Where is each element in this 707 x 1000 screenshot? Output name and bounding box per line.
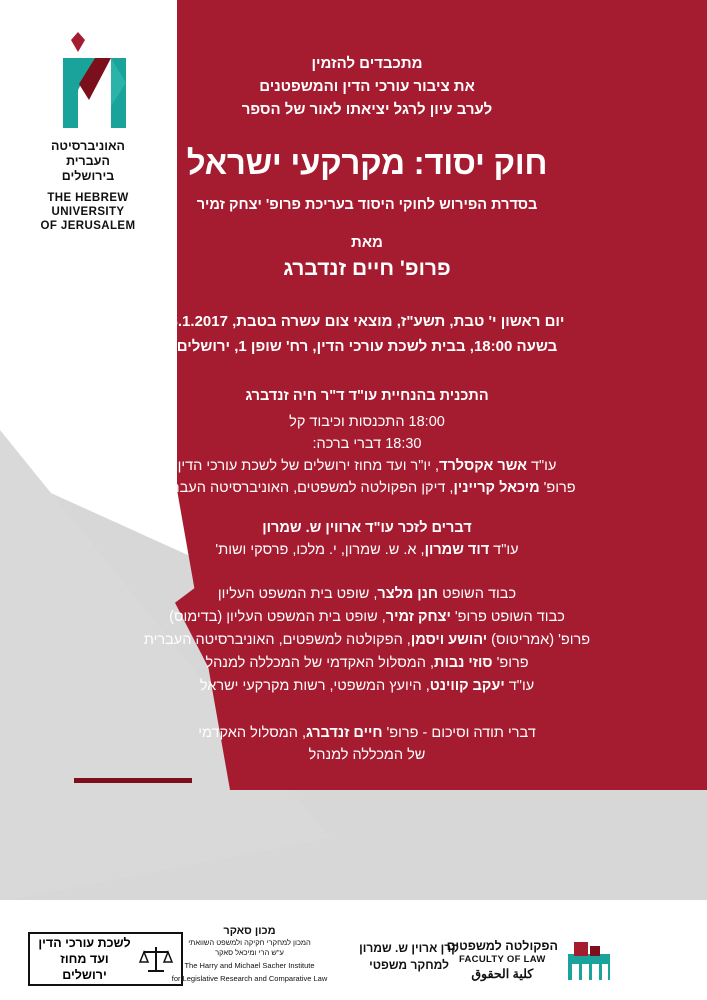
event-time-location-line: בשעה 18:00, בבית לשכת עורכי הדין, רח' שופן 1, ירושלים [176, 338, 558, 355]
footer [0, 905, 707, 1000]
university-hebrew-line-3: בירושלים [61, 169, 115, 183]
bar-association-line-1: לשכת עורכי הדין [38, 936, 131, 950]
book-author: פרופ' חיים זנדברג [283, 257, 451, 280]
memorial-row: עו"ד דוד שמרון, א. ש. שמרון, י. מלכו, פרסקי ושות' [215, 542, 519, 558]
invitation-line-2: את ציבור עורכי הדין והמשפטנים [259, 78, 475, 95]
invitation-line-1: מתכבדים להזמין [311, 55, 423, 72]
memorial-section [67, 517, 667, 561]
decorative-rule [74, 778, 192, 783]
faculty-english: FACULTY OF LAW [458, 954, 546, 965]
university-english-line-3: OF JERUSALEM [40, 220, 136, 232]
book-series-line: בסדרת הפירוש לחוקי היסוד בעריכת פרופ' יצחק זמיר [196, 197, 538, 213]
bar-association-line-2: ועד מחוז ירושלים [60, 952, 109, 982]
faculty-hebrew: הפקולטה למשפטים [446, 939, 558, 953]
speaker-row: פרופ' (אמריטוס) יהושע ויסמן, הפקולטה למשפטים, האוניברסיטה העברית [143, 632, 591, 648]
university-english-line-2: UNIVERSITY [51, 206, 125, 218]
program-heading: התכנית בהנחיית עו"ד ד"ר חיה זנדברג [245, 388, 489, 404]
speaker-row: כבוד השופט חנן מלצר, שופט בית המשפט העליון [217, 586, 517, 602]
poster-content [67, 0, 707, 766]
university-hebrew-line-2: העברית [66, 154, 110, 168]
memorial-heading: דברים לזכר עו"ד ארווין ש. שמרון [262, 520, 472, 536]
shamron-fund-logo [359, 940, 459, 974]
bar-association-logo [28, 932, 183, 986]
closing-section [67, 722, 667, 766]
sacher-hebrew-sub-1: המכון למחקרי חקיקה ולמשפט השוואתי [188, 938, 311, 947]
sacher-hebrew-title: מכון סאקר [223, 925, 276, 937]
sacher-english-2: for Legislative Research and Comparative Law [171, 974, 328, 983]
sacher-hebrew-sub-2: ע"ש הרי ומיכאל סאקר [215, 948, 284, 957]
book-title: חוק יסוד: מקרקעי ישראל [186, 144, 548, 181]
faculty-arabic: كلية الحقوق [471, 967, 534, 981]
scales-of-justice-icon [139, 942, 173, 976]
closing-line-1: דברי תודה וסיכום - פרופ' חיים זנדברג, המסלול האקדמי [198, 725, 536, 741]
speaker-row: עו"ד יעקב קווינט, היועץ המשפטי, רשות מקרקעי ישראל [199, 678, 535, 694]
by-label: מאת [351, 234, 383, 251]
shamron-fund-line-1: קרן ארוין ש. שמרון [359, 941, 459, 955]
program-section [67, 385, 667, 499]
speaker-row: כבוד השופט פרופ' יצחק זמיר, שופט בית המשפט העליון (בדימוס) [169, 609, 565, 625]
speakers-section [67, 583, 667, 698]
program-row: פרופ' מיכאל קריינין, דיקן הפקולטה למשפטים, האוניברסיטה העברית [158, 480, 576, 496]
university-english-line-1: THE HEBREW [47, 192, 129, 204]
faculty-building-icon [566, 938, 612, 982]
program-row: עו"ד אשר אקסלרד, יו"ר ועד מחוז ירושלים של לשכת עורכי הדין [177, 458, 557, 474]
closing-line-2: של המכללה למנהל [308, 747, 426, 763]
faculty-of-law-logo [447, 938, 612, 982]
sacher-english-1: The Harry and Michael Sacher Institute [184, 961, 315, 970]
shamron-fund-line-2: למחקר משפטי [369, 958, 449, 972]
invitation-block [67, 52, 667, 121]
program-row: 18:30 דברי ברכה: [312, 436, 422, 452]
program-row: 18:00 התכנסות וכיבוד קל [289, 414, 445, 430]
event-date-line: יום ראשון י' טבת, תשע"ז, מוצאי צום עשרה בטבת, 8.1.2017 [169, 313, 565, 330]
invitation-line-3: לערב עיון לרגל יציאתו לאור של הספר [241, 101, 493, 118]
event-datetime [67, 309, 667, 359]
university-hebrew-line-1: האוניברסיטה [50, 139, 126, 153]
speaker-row: פרופ' סוזי נבות, המסלול האקדמי של המכללה למנהל [205, 655, 529, 671]
